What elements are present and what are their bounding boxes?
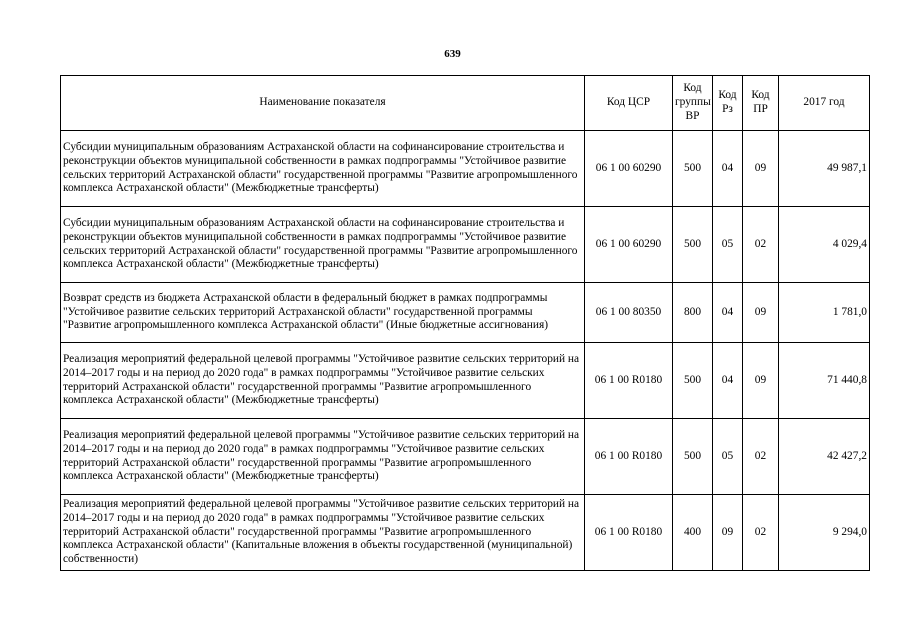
row-csr: 06 1 00 R0180 — [585, 419, 673, 495]
row-vr: 800 — [673, 283, 713, 343]
row-pr: 09 — [743, 343, 779, 419]
row-csr: 06 1 00 R0180 — [585, 343, 673, 419]
table-row — [61, 131, 870, 207]
row-csr: 06 1 00 60290 — [585, 207, 673, 283]
budget-table — [60, 75, 870, 571]
row-pr: 09 — [743, 283, 779, 343]
row-amount: 71 440,8 — [779, 343, 870, 419]
table-row — [61, 495, 870, 571]
row-amount: 42 427,2 — [779, 419, 870, 495]
row-vr: 500 — [673, 343, 713, 419]
row-rz: 04 — [713, 343, 743, 419]
header-vr: Код группы ВР — [673, 76, 713, 131]
row-rz: 05 — [713, 207, 743, 283]
table-row — [61, 283, 870, 343]
row-name: Субсидии муниципальным образованиям Астраханской области на софинансирование строительства и реконструкции объектов муниципальной собственности в рамках подпрограммы "Устойчивое развитие сельских территорий Астраханской области" государственной программы "Развитие агропромышленного комплекса Астраханской области" (Межбюджетные трансферты) — [61, 207, 585, 283]
row-amount: 9 294,0 — [779, 495, 870, 571]
header-csr: Код ЦСР — [585, 76, 673, 131]
row-amount: 1 781,0 — [779, 283, 870, 343]
table-row — [61, 207, 870, 283]
header-rz: Код Рз — [713, 76, 743, 131]
row-csr: 06 1 00 60290 — [585, 131, 673, 207]
table-row — [61, 419, 870, 495]
row-amount: 49 987,1 — [779, 131, 870, 207]
row-pr: 02 — [743, 207, 779, 283]
row-amount: 4 029,4 — [779, 207, 870, 283]
table-row — [61, 343, 870, 419]
row-name: Реализация мероприятий федеральной целевой программы "Устойчивое развитие сельских территорий на 2014–2017 годы и на период до 2020 года" в рамках подпрограммы "Устойчивое развитие сельских территорий Астраханской области" государственной программы "Развитие агропромышленного комплекса Астраханской области" (Межбюджетные трансферты) — [61, 419, 585, 495]
row-rz: 04 — [713, 131, 743, 207]
row-vr: 500 — [673, 131, 713, 207]
header-pr: Код ПР — [743, 76, 779, 131]
header-name: Наименование показателя — [61, 76, 585, 131]
row-pr: 02 — [743, 495, 779, 571]
row-name: Реализация мероприятий федеральной целевой программы "Устойчивое развитие сельских территорий на 2014–2017 годы и на период до 2020 года" в рамках подпрограммы "Устойчивое развитие сельских территорий Астраханской области" государственной программы "Развитие агропромышленного комплекса Астраханской области" (Межбюджетные трансферты) — [61, 343, 585, 419]
row-csr: 06 1 00 R0180 — [585, 495, 673, 571]
row-pr: 02 — [743, 419, 779, 495]
header-year: 2017 год — [779, 76, 870, 131]
row-rz: 09 — [713, 495, 743, 571]
row-vr: 500 — [673, 207, 713, 283]
row-name: Реализация мероприятий федеральной целевой программы "Устойчивое развитие сельских территорий на 2014–2017 годы и на период до 2020 года" в рамках подпрограммы "Устойчивое развитие сельских территорий Астраханской области" государственной программы "Развитие агропромышленного комплекса Астраханской области" (Капитальные вложения в объекты государственной (муниципальной) собственности) — [61, 495, 585, 571]
row-pr: 09 — [743, 131, 779, 207]
header-row — [61, 76, 870, 131]
row-rz: 05 — [713, 419, 743, 495]
page-number: 639 — [444, 48, 461, 60]
row-rz: 04 — [713, 283, 743, 343]
row-csr: 06 1 00 80350 — [585, 283, 673, 343]
row-name: Субсидии муниципальным образованиям Астраханской области на софинансирование строительства и реконструкции объектов муниципальной собственности в рамках подпрограммы "Устойчивое развитие сельских территорий Астраханской области" государственной программы "Развитие агропромышленного комплекса Астраханской области" (Межбюджетные трансферты) — [61, 131, 585, 207]
row-vr: 400 — [673, 495, 713, 571]
table-header — [61, 76, 870, 131]
row-vr: 500 — [673, 419, 713, 495]
row-name: Возврат средств из бюджета Астраханской области в федеральный бюджет в рамках подпрограммы "Устойчивое развитие сельских территорий Астраханской области" государственной программы "Развитие агропромышленного комплекса Астраханской области" (Иные бюджетные ассигнования) — [61, 283, 585, 343]
table-body — [61, 131, 870, 571]
